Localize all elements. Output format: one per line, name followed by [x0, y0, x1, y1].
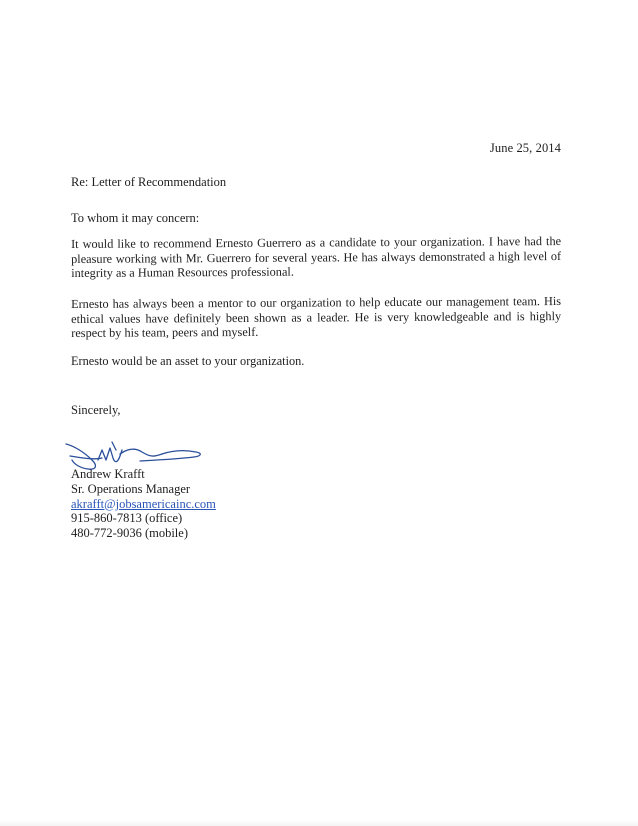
letter-date: June 25, 2014: [489, 141, 561, 155]
letter-subject: Re: Letter of Recommendation: [71, 175, 227, 189]
scan-edge: [0, 820, 638, 826]
signer-title: Sr. Operations Manager: [71, 481, 191, 496]
letter-closing: Sincerely,: [71, 403, 121, 417]
signer-email-link[interactable]: akrafft@jobsamericainc.com: [71, 496, 216, 511]
signer-name: Andrew Krafft: [71, 467, 145, 481]
letter-salutation: To whom it may concern:: [71, 211, 200, 225]
signer-phone-mobile: 480-772-9036 (mobile): [71, 526, 188, 541]
body-paragraph-1: It would like to recommend Ernesto Guerrero as a candidate to your organization. I have had the pleasure working with Mr. Guerrero for several years. He has always demonstrated a high level of integrity as a Human Resources professional.: [71, 234, 562, 281]
body-paragraph-3: Ernesto would be an asset to your organization.: [71, 354, 305, 368]
signer-phone-office: 915-860-7813 (office): [71, 511, 183, 526]
body-paragraph-2: Ernesto has always been a mentor to our organization to help educate our management team. His ethical values have definitely been shown as a leader. He is very knowledgeable and is highly respect by his team, peers and myself.: [71, 294, 562, 341]
signature-block: [71, 467, 216, 541]
